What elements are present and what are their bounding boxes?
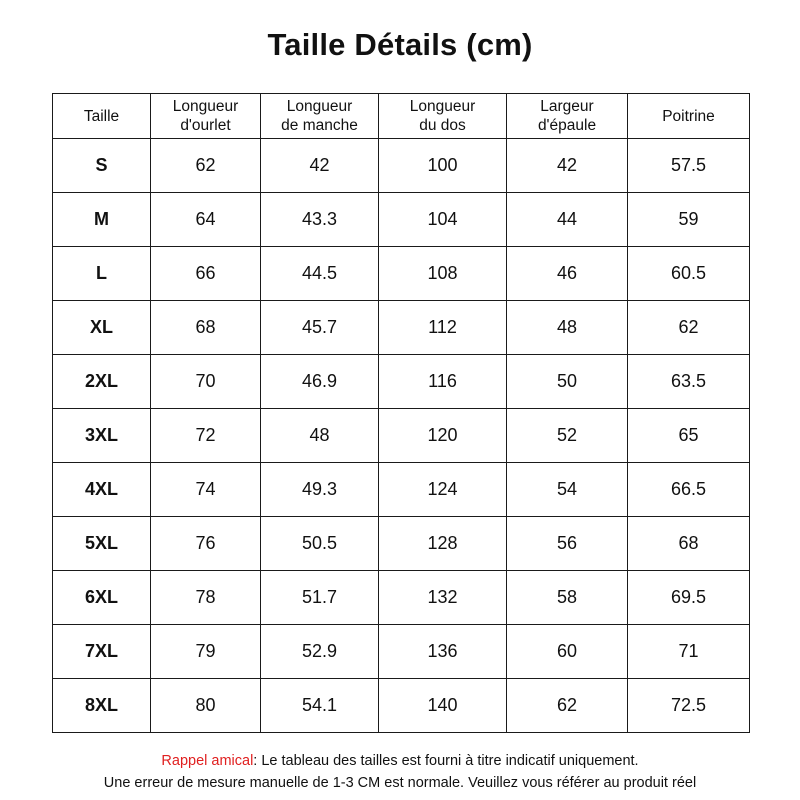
measurement-cell: 44.5 bbox=[261, 247, 379, 301]
table-row bbox=[53, 463, 750, 517]
disclaimer-note bbox=[0, 750, 800, 794]
measurement-cell: 124 bbox=[379, 463, 507, 517]
table-row bbox=[53, 571, 750, 625]
measurement-cell: 63.5 bbox=[628, 355, 750, 409]
measurement-cell: 42 bbox=[507, 139, 628, 193]
measurement-cell: 54 bbox=[507, 463, 628, 517]
measurement-cell: 50 bbox=[507, 355, 628, 409]
column-header: Longueur de manche bbox=[261, 94, 379, 139]
measurement-cell: 112 bbox=[379, 301, 507, 355]
measurement-cell: 72.5 bbox=[628, 679, 750, 733]
measurement-cell: 57.5 bbox=[628, 139, 750, 193]
table-row bbox=[53, 247, 750, 301]
measurement-cell: 104 bbox=[379, 193, 507, 247]
measurement-cell: 62 bbox=[151, 139, 261, 193]
size-chart-table bbox=[52, 93, 750, 733]
column-header: Longueur du dos bbox=[379, 94, 507, 139]
table-row bbox=[53, 679, 750, 733]
measurement-cell: 128 bbox=[379, 517, 507, 571]
measurement-cell: 66.5 bbox=[628, 463, 750, 517]
size-label-cell: 3XL bbox=[53, 409, 151, 463]
measurement-cell: 52 bbox=[507, 409, 628, 463]
disclaimer-highlight: Rappel amical bbox=[161, 753, 254, 769]
measurement-cell: 68 bbox=[151, 301, 261, 355]
measurement-cell: 46.9 bbox=[261, 355, 379, 409]
measurement-cell: 62 bbox=[628, 301, 750, 355]
table-row bbox=[53, 355, 750, 409]
measurement-cell: 69.5 bbox=[628, 571, 750, 625]
measurement-cell: 51.7 bbox=[261, 571, 379, 625]
size-label-cell: M bbox=[53, 193, 151, 247]
measurement-cell: 54.1 bbox=[261, 679, 379, 733]
measurement-cell: 100 bbox=[379, 139, 507, 193]
table-row bbox=[53, 193, 750, 247]
size-label-cell: XL bbox=[53, 301, 151, 355]
size-label-cell: L bbox=[53, 247, 151, 301]
measurement-cell: 74 bbox=[151, 463, 261, 517]
measurement-cell: 49.3 bbox=[261, 463, 379, 517]
table-row bbox=[53, 625, 750, 679]
measurement-cell: 60 bbox=[507, 625, 628, 679]
column-header: Largeur d'épaule bbox=[507, 94, 628, 139]
measurement-cell: 78 bbox=[151, 571, 261, 625]
measurement-cell: 116 bbox=[379, 355, 507, 409]
disclaimer-line-2: Une erreur de mesure manuelle de 1-3 CM est normale. Veuillez vous référer au produit réel bbox=[103, 775, 697, 791]
page-title: Taille Détails (cm) bbox=[267, 27, 533, 62]
measurement-cell: 52.9 bbox=[261, 625, 379, 679]
size-label-cell: 5XL bbox=[53, 517, 151, 571]
measurement-cell: 68 bbox=[628, 517, 750, 571]
measurement-cell: 136 bbox=[379, 625, 507, 679]
measurement-cell: 132 bbox=[379, 571, 507, 625]
measurement-cell: 50.5 bbox=[261, 517, 379, 571]
measurement-cell: 42 bbox=[261, 139, 379, 193]
table-row bbox=[53, 517, 750, 571]
size-label-cell: S bbox=[53, 139, 151, 193]
table-header-row bbox=[53, 94, 750, 139]
measurement-cell: 59 bbox=[628, 193, 750, 247]
size-label-cell: 8XL bbox=[53, 679, 151, 733]
measurement-cell: 71 bbox=[628, 625, 750, 679]
table-row bbox=[53, 301, 750, 355]
measurement-cell: 44 bbox=[507, 193, 628, 247]
size-label-cell: 4XL bbox=[53, 463, 151, 517]
column-header: Poitrine bbox=[628, 94, 750, 139]
measurement-cell: 140 bbox=[379, 679, 507, 733]
measurement-cell: 62 bbox=[507, 679, 628, 733]
measurement-cell: 48 bbox=[261, 409, 379, 463]
measurement-cell: 120 bbox=[379, 409, 507, 463]
measurement-cell: 48 bbox=[507, 301, 628, 355]
table-row bbox=[53, 139, 750, 193]
measurement-cell: 70 bbox=[151, 355, 261, 409]
table-row bbox=[53, 409, 750, 463]
measurement-cell: 72 bbox=[151, 409, 261, 463]
measurement-cell: 58 bbox=[507, 571, 628, 625]
measurement-cell: 65 bbox=[628, 409, 750, 463]
measurement-cell: 45.7 bbox=[261, 301, 379, 355]
measurement-cell: 43.3 bbox=[261, 193, 379, 247]
measurement-cell: 56 bbox=[507, 517, 628, 571]
disclaimer-line-1 bbox=[0, 750, 800, 772]
disclaimer-text: : Le tableau des tailles est fourni à titre indicatif uniquement. bbox=[253, 753, 639, 769]
measurement-cell: 64 bbox=[151, 193, 261, 247]
column-header: Longueur d'ourlet bbox=[151, 94, 261, 139]
size-label-cell: 6XL bbox=[53, 571, 151, 625]
measurement-cell: 76 bbox=[151, 517, 261, 571]
size-label-cell: 7XL bbox=[53, 625, 151, 679]
size-label-cell: 2XL bbox=[53, 355, 151, 409]
measurement-cell: 46 bbox=[507, 247, 628, 301]
measurement-cell: 80 bbox=[151, 679, 261, 733]
measurement-cell: 108 bbox=[379, 247, 507, 301]
measurement-cell: 79 bbox=[151, 625, 261, 679]
measurement-cell: 60.5 bbox=[628, 247, 750, 301]
measurement-cell: 66 bbox=[151, 247, 261, 301]
table-body bbox=[53, 139, 750, 733]
column-header: Taille bbox=[53, 94, 151, 139]
